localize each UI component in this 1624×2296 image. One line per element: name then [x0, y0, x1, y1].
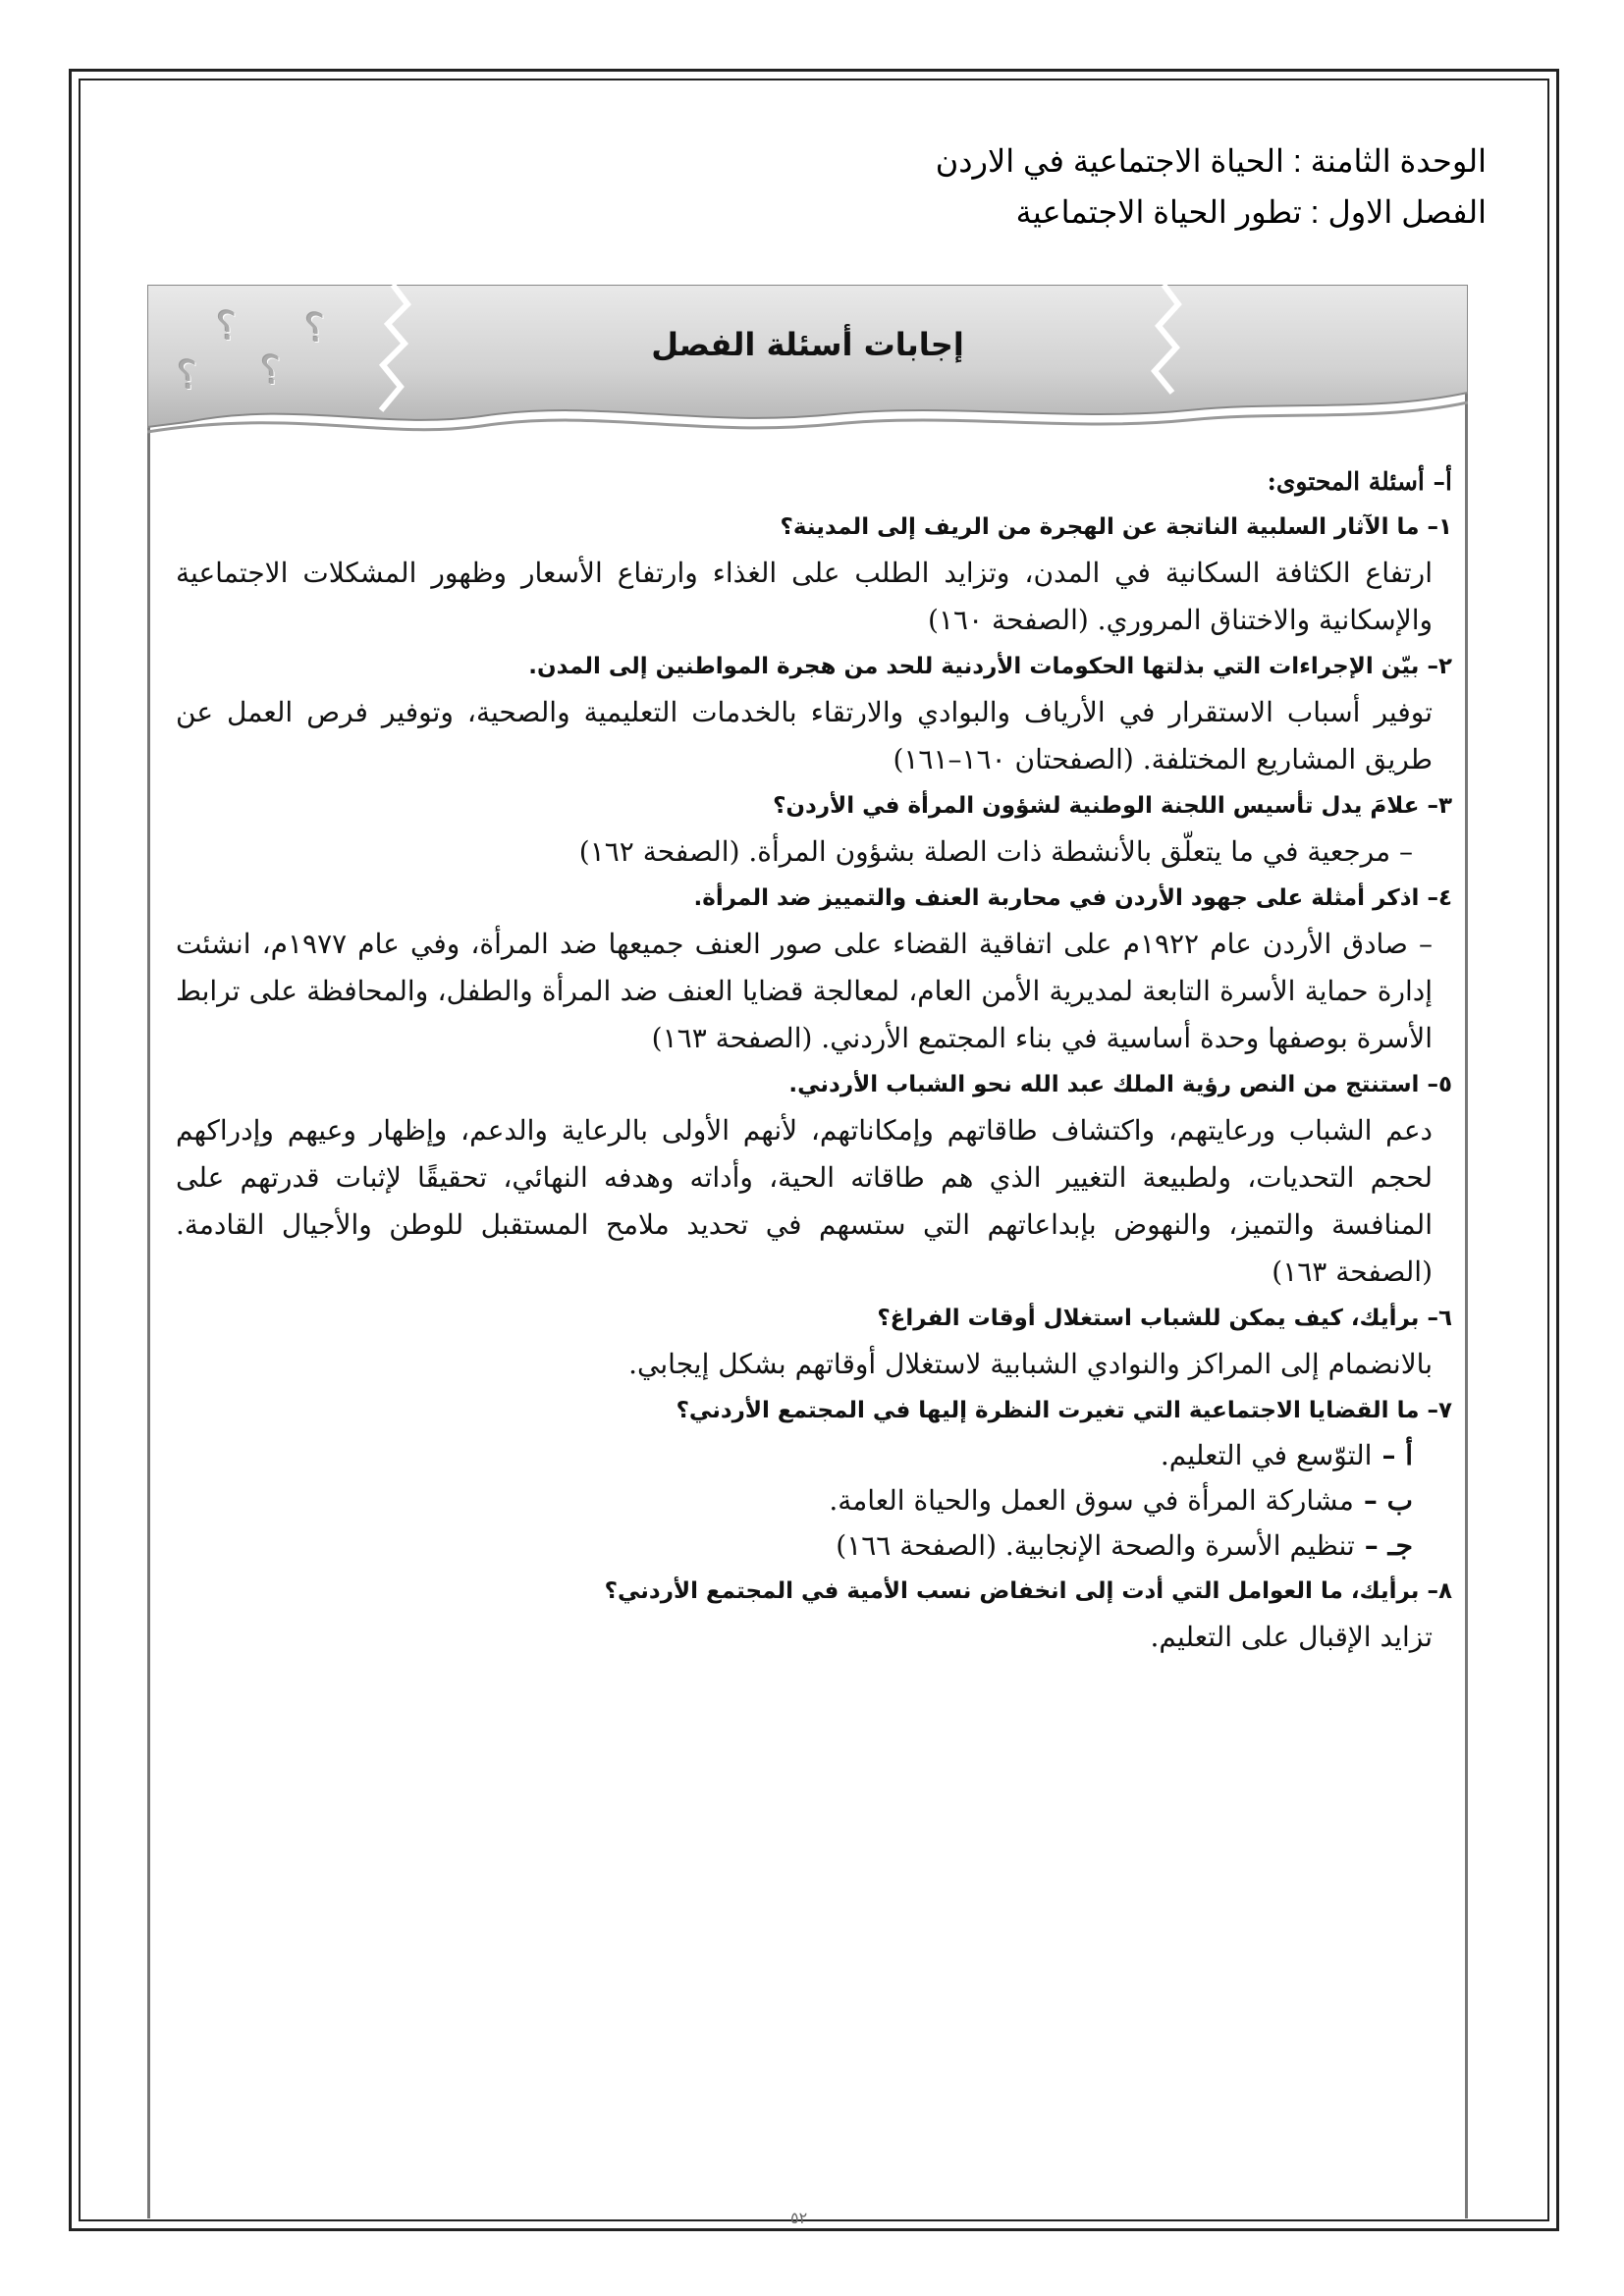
unit-title: الوحدة الثامنة : الحياة الاجتماعية في الاردن	[935, 143, 1487, 179]
answer-6: بالانضمام إلى المراكز والنوادي الشبابية لاستغلال أوقاتهم بشكل إيجابي.	[628, 1348, 1433, 1380]
question-7: ٧– ما القضايا الاجتماعية التي تغيرت النظرة إليها في المجتمع الأردني؟	[676, 1398, 1452, 1423]
question-5: ٥– استنتج من النص رؤية الملك عبد الله نحو الشباب الأردني.	[788, 1072, 1452, 1097]
answer-4: – صادق الأردن عام ١٩٢٢م على اتفاقية القضاء على صور العنف جميعها ضد المرأة، وفي عام ١٩٧٧م، انشئت إدارة حماية الأسرة التابعة لمديرية الأمن العام، لمعالجة قضايا العنف ضد المرأة والطفل، والمحافظة على ترابط الأسرة بوصفها وحدة أساسية في بناء المجتمع الأردني. (الصفحة ١٦٣)	[176, 928, 1434, 1054]
banner-title: إجابات أسئلة الفصل	[651, 326, 964, 363]
question-mark-icon: ؟	[177, 353, 198, 399]
chapter-answers-banner	[147, 285, 1468, 452]
list-marker: جـ –	[1364, 1529, 1413, 1562]
question-3: ٣– علامَ يدل تأسيس اللجنة الوطنية لشؤون المرأة في الأردن؟	[773, 793, 1452, 819]
question-mark-icon: ؟	[304, 306, 326, 351]
page-header	[308, 135, 1487, 238]
page-number: ٥٢	[790, 2209, 808, 2227]
list-item	[176, 1433, 1452, 1478]
question-mark-icon: ؟	[260, 348, 282, 394]
answers-content	[176, 459, 1452, 1661]
question-1: ١– ما الآثار السلبية الناتجة عن الهجرة من الريف إلى المدينة؟	[780, 514, 1452, 540]
answer-5: دعم الشباب ورعايتهم، واكتشاف طاقاتهم وإمكاناتهم، لأنهم الأولى بالرعاية والدعم، وإظهار وعيهم وإدراكهم لحجم التحديات، ولطبيعة التغيير الذي هم طاقاته الحية، وأداته وهدفه النهائي، تحقيقًا لإثبات قدرتهم على المنافسة والتميز، والنهوض بإبداعاتهم التي ستسهم في تحديد ملامح المستقبل للوطن والأجيال القادمة. (الصفحة ١٦٣)	[176, 1114, 1433, 1288]
answer-1: ارتفاع الكثافة السكانية في المدن، وتزايد الطلب على الغذاء وارتفاع الأسعار وظهور المشكلات الاجتماعية والإسكانية والاختناق المروري. (الصفحة ١٦٠)	[176, 557, 1433, 636]
list-marker: ب –	[1363, 1484, 1413, 1517]
chapter-title: الفصل الاول : تطور الحياة الاجتماعية	[1015, 194, 1487, 230]
question-6: ٦– برأيك، كيف يمكن للشباب استغلال أوقات الفراغ؟	[877, 1306, 1452, 1331]
list-marker: أ –	[1381, 1439, 1413, 1471]
question-4: ٤– اذكر أمثلة على جهود الأردن في محاربة العنف والتمييز ضد المرأة.	[693, 885, 1452, 911]
banner-background	[147, 285, 1468, 452]
question-2: ٢– بيّن الإجراءات التي بذلتها الحكومات الأردنية للحد من هجرة المواطنين إلى المدن.	[528, 654, 1452, 679]
answer-3: – مرجعية في ما يتعلّق بالأنشطة ذات الصلة بشؤون المرأة. (الصفحة ١٦٢)	[578, 835, 1413, 868]
question-mark-icon: ؟	[216, 304, 238, 349]
answer-2: توفير أسباب الاستقرار في الأرياف والبوادي والارتقاء بالخدمات التعليمية والصحية، وتوفير فرص العمل عن طريق المشاريع المختلفة. (الصفحتان ١٦٠–١٦١)	[176, 696, 1433, 775]
section-title: أ– أسئلة المحتوى:	[1267, 467, 1452, 496]
list-item	[176, 1523, 1452, 1569]
list-item-text: التوّسع في التعليم.	[1160, 1439, 1373, 1471]
list-item	[176, 1478, 1452, 1523]
list-item-text: مشاركة المرأة في سوق العمل والحياة العامة.	[829, 1484, 1354, 1517]
answer-8: تزايد الإقبال على التعليم.	[1150, 1621, 1433, 1653]
list-item-text: تنظيم الأسرة والصحة الإنجابية. (الصفحة ١٦٦)	[836, 1529, 1355, 1562]
question-8: ٨– برأيك، ما العوامل التي أدت إلى انخفاض نسب الأمية في المجتمع الأردني؟	[604, 1578, 1452, 1604]
